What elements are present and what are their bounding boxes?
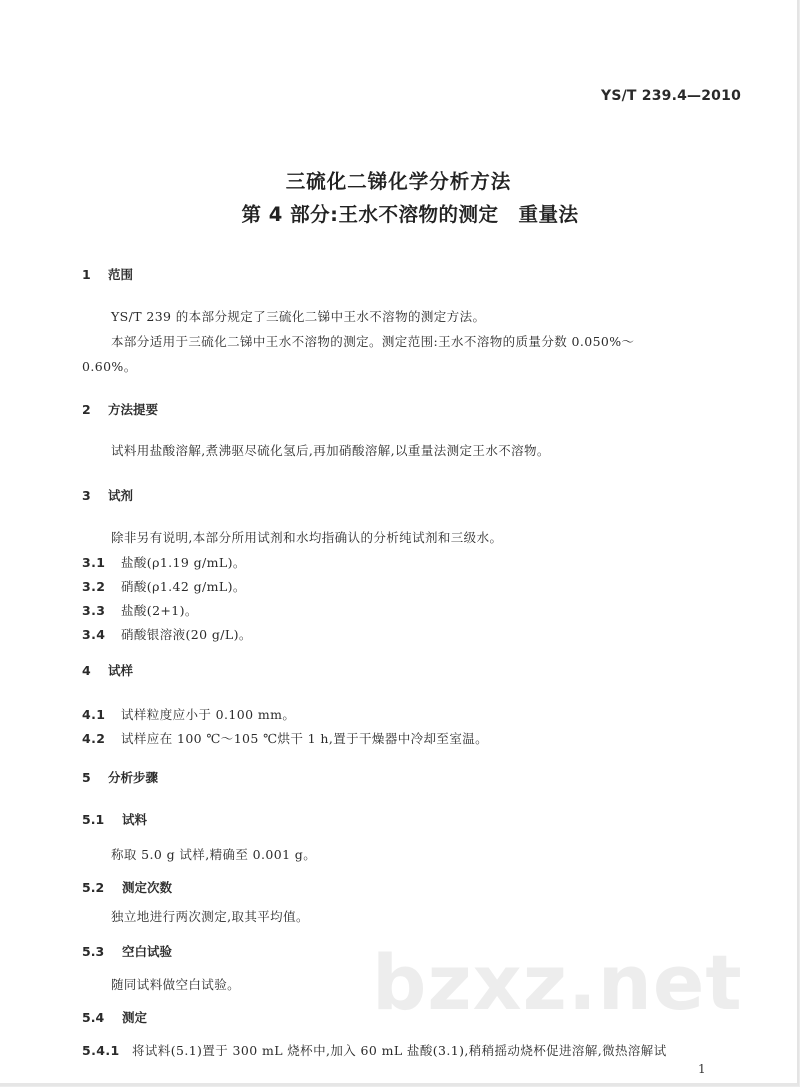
section-number: 5 — [82, 770, 91, 785]
item-text: 试样应在 100 ℃～105 ℃烘干 1 h,置于干燥器中冷却至室温。 — [121, 731, 489, 746]
paragraph: 称取 5.0 g 试样,精确至 0.001 g。 — [111, 847, 317, 862]
section-title: 分析步骤 — [108, 770, 159, 785]
paragraph: 随同试料做空白试验。 — [111, 977, 241, 992]
section-title: 范围 — [108, 267, 134, 282]
item-number: 4.2 — [82, 731, 106, 746]
paragraph: 本部分适用于三硫化二锑中王水不溶物的测定。测定范围:王水不溶物的质量分数 0.050%～ — [111, 334, 635, 349]
section-number: 3 — [82, 488, 91, 503]
item-text: 将试料(5.1)置于 300 mL 烧杯中,加入 60 mL 盐酸(3.1),稍稍摇动烧杯促进溶解,微热溶解试 — [132, 1043, 667, 1058]
page-number: 1 — [698, 1062, 706, 1076]
standard-code: YS/T 239.4—2010 — [601, 88, 742, 104]
list-item — [82, 625, 252, 643]
item-number: 3.1 — [82, 555, 106, 570]
list-item — [82, 1041, 667, 1059]
item-number: 3.2 — [82, 579, 106, 594]
item-number: 4.1 — [82, 707, 106, 722]
list-item — [82, 705, 295, 723]
paragraph: 试料用盐酸溶解,煮沸驱尽硫化氢后,再加硝酸溶解,以重量法测定王水不溶物。 — [111, 443, 550, 458]
item-text: 盐酸(2+1)。 — [121, 603, 198, 618]
item-number: 3.3 — [82, 603, 106, 618]
list-item — [82, 553, 246, 571]
section-title: 方法提要 — [108, 402, 159, 417]
subsection-number: 5.1 — [82, 812, 105, 827]
list-item — [82, 729, 488, 747]
item-number: 5.4.1 — [82, 1043, 120, 1058]
section-number: 4 — [82, 663, 91, 678]
paragraph: YS/T 239 的本部分规定了三硫化二锑中王水不溶物的测定方法。 — [111, 309, 486, 324]
subsection-title: 测定 — [122, 1010, 148, 1025]
list-item — [82, 601, 198, 619]
subsection-title: 空白试验 — [122, 944, 173, 959]
subsection-heading-5-4 — [82, 1008, 147, 1026]
item-text: 盐酸(ρ1.19 g/mL)。 — [121, 555, 246, 570]
section-heading-5 — [82, 768, 158, 786]
paragraph: 独立地进行两次测定,取其平均值。 — [111, 909, 309, 924]
subsection-number: 5.4 — [82, 1010, 105, 1025]
section-heading-3 — [82, 486, 133, 504]
item-text: 硝酸银溶液(20 g/L)。 — [121, 627, 252, 642]
subsection-title: 测定次数 — [122, 880, 173, 895]
section-heading-1 — [82, 265, 133, 283]
document-subtitle: 第 4 部分:王水不溶物的测定 重量法 — [241, 203, 579, 226]
section-heading-4 — [82, 661, 133, 679]
list-item — [82, 577, 246, 595]
document-title: 三硫化二锑化学分析方法 — [285, 170, 512, 193]
section-title: 试剂 — [108, 488, 134, 503]
watermark: bzxz.net — [372, 938, 743, 1027]
item-number: 3.4 — [82, 627, 106, 642]
subsection-heading-5-2 — [82, 878, 172, 896]
subsection-title: 试料 — [122, 812, 148, 827]
item-text: 试样粒度应小于 0.100 mm。 — [121, 707, 296, 722]
subsection-heading-5-1 — [82, 810, 147, 828]
section-number: 2 — [82, 402, 91, 417]
section-number: 1 — [82, 267, 91, 282]
paragraph: 0.60%。 — [82, 359, 137, 374]
section-heading-2 — [82, 400, 158, 418]
item-text: 硝酸(ρ1.42 g/mL)。 — [121, 579, 246, 594]
section-title: 试样 — [108, 663, 134, 678]
subsection-number: 5.2 — [82, 880, 105, 895]
subsection-heading-5-3 — [82, 942, 172, 960]
subsection-number: 5.3 — [82, 944, 105, 959]
paragraph: 除非另有说明,本部分所用试剂和水均指确认的分析纯试剂和三级水。 — [111, 530, 503, 545]
